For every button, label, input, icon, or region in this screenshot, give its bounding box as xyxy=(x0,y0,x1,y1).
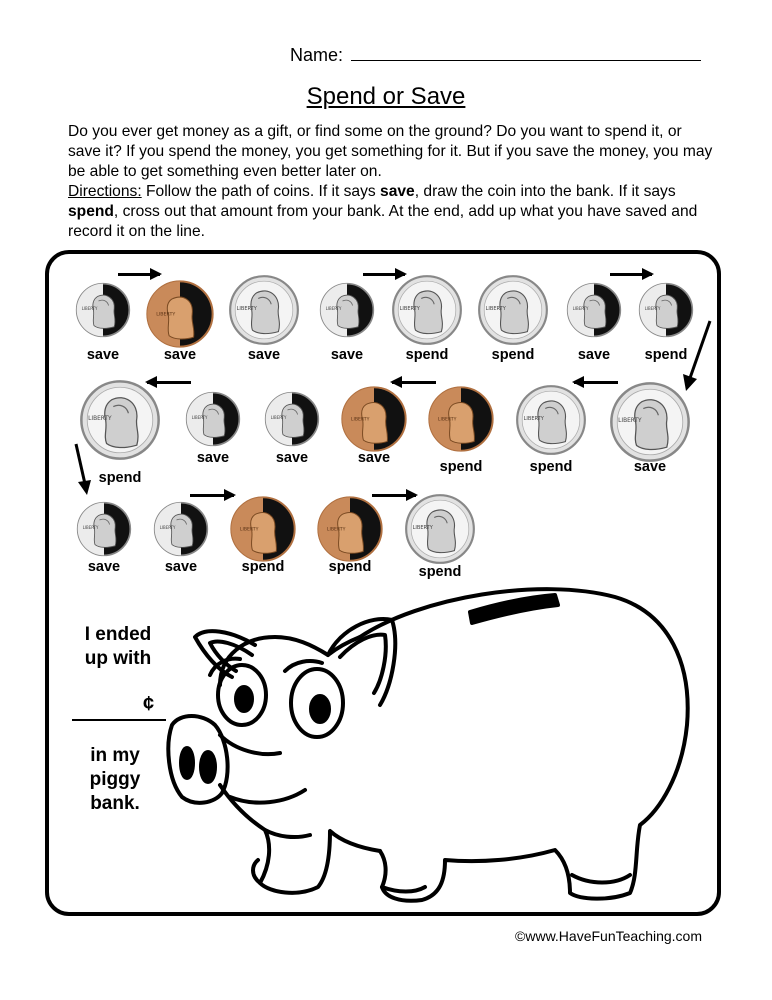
nickel-coin-icon xyxy=(477,274,549,346)
svg-text:LIBERTY: LIBERTY xyxy=(236,306,257,312)
directions-label: Directions: xyxy=(68,183,142,200)
arrow-right-icon xyxy=(118,273,160,276)
penny-coin-icon xyxy=(341,386,407,452)
arrow-left-icon xyxy=(392,381,436,384)
coin-label: spend xyxy=(418,564,462,580)
arrow-right-icon xyxy=(610,273,652,276)
svg-text:LIBERTY: LIBERTY xyxy=(88,416,112,422)
arrow-down-icon xyxy=(70,442,100,497)
svg-text:LIBERTY: LIBERTY xyxy=(191,415,208,420)
arrow-right-icon xyxy=(372,494,416,497)
coin-label: save xyxy=(164,559,198,575)
svg-text:LIBERTY: LIBERTY xyxy=(399,306,420,312)
penny-coin-icon xyxy=(146,280,214,348)
coin-label: spend xyxy=(405,347,449,363)
cent-symbol: ¢ xyxy=(143,693,155,715)
coin-label: save xyxy=(330,347,364,363)
coin-label: save xyxy=(163,347,197,363)
name-field-row xyxy=(290,44,701,66)
coin-label: save xyxy=(86,347,120,363)
nickel-coin-icon xyxy=(515,384,587,456)
instructions: Do you ever get money as a gift, or find some on the ground? Do you want to spend it, or save it? If you spend the money, you get something for it. But if you save the money, you may be able to get something even better later on. Directions: Follow the path of coins. If it says save, draw the coin into the bank. If it says spend, cross out that amount from your bank. At the end, add up what you have saved and record it on the line. xyxy=(68,123,713,240)
svg-text:LIBERTY: LIBERTY xyxy=(156,312,176,318)
dime-coin-icon xyxy=(153,501,209,557)
name-label: Name: xyxy=(290,45,344,65)
coin-label: save xyxy=(577,347,611,363)
svg-text:LIBERTY: LIBERTY xyxy=(350,417,370,423)
coin-label: save xyxy=(196,450,230,466)
nickel-coin-icon xyxy=(391,274,463,346)
coin-label: save xyxy=(247,347,281,363)
arrow-down-left-icon xyxy=(680,318,715,393)
svg-text:LIBERTY: LIBERTY xyxy=(644,306,661,311)
svg-text:LIBERTY: LIBERTY xyxy=(326,527,346,533)
penny-coin-icon xyxy=(317,496,383,562)
coin-label: spend xyxy=(529,459,573,475)
ended-text: I ended up with xyxy=(84,624,152,669)
svg-text:LIBERTY: LIBERTY xyxy=(412,525,433,531)
arrow-right-icon xyxy=(190,494,234,497)
penny-coin-icon xyxy=(230,496,296,562)
coin-label: spend xyxy=(439,459,483,475)
piggy-bank-illustration xyxy=(160,575,715,910)
dime-coin-icon xyxy=(185,391,241,447)
copyright-footer: ©www.HaveFunTeaching.com xyxy=(515,928,702,944)
svg-text:LIBERTY: LIBERTY xyxy=(239,527,259,533)
nickel-coin-icon xyxy=(404,493,476,565)
coin-label: save xyxy=(87,559,121,575)
coin-label: save xyxy=(357,450,391,466)
svg-text:LIBERTY: LIBERTY xyxy=(325,306,342,311)
svg-text:LIBERTY: LIBERTY xyxy=(618,418,642,424)
coin-label: spend xyxy=(241,559,285,575)
arrow-right-icon xyxy=(363,273,405,276)
dime-coin-icon xyxy=(264,391,320,447)
coin-label: spend xyxy=(491,347,535,363)
dime-coin-icon xyxy=(76,501,132,557)
svg-text:LIBERTY: LIBERTY xyxy=(572,306,589,311)
svg-text:LIBERTY: LIBERTY xyxy=(270,415,287,420)
svg-text:LIBERTY: LIBERTY xyxy=(485,306,506,312)
nickel-coin-icon xyxy=(228,274,300,346)
dime-coin-icon xyxy=(75,282,131,338)
penny-coin-icon xyxy=(428,386,494,452)
arrow-left-icon xyxy=(574,381,618,384)
svg-text:LIBERTY: LIBERTY xyxy=(159,525,176,530)
svg-text:LIBERTY: LIBERTY xyxy=(82,525,99,530)
arrow-left-icon xyxy=(147,381,191,384)
coin-label: save xyxy=(275,450,309,466)
coin-label: spend xyxy=(328,559,372,575)
bank-text: in my piggy bank. xyxy=(89,745,141,814)
page-title: Spend or Save xyxy=(306,83,466,110)
dime-coin-icon xyxy=(566,282,622,338)
dime-coin-icon xyxy=(319,282,375,338)
name-line[interactable] xyxy=(351,44,701,61)
svg-text:LIBERTY: LIBERTY xyxy=(81,306,98,311)
answer-line[interactable] xyxy=(72,719,166,721)
intro-text: Do you ever get money as a gift, or find some on the ground? Do you want to spend it, or save it? If you spend the money, you get something for it. But if you save the money, you may be able to get something even better later on. xyxy=(68,123,713,180)
coin-label: spend xyxy=(98,470,142,486)
svg-text:LIBERTY: LIBERTY xyxy=(523,416,544,422)
svg-text:LIBERTY: LIBERTY xyxy=(437,417,457,423)
coin-label: spend xyxy=(644,347,688,363)
coin-label: save xyxy=(633,459,667,475)
